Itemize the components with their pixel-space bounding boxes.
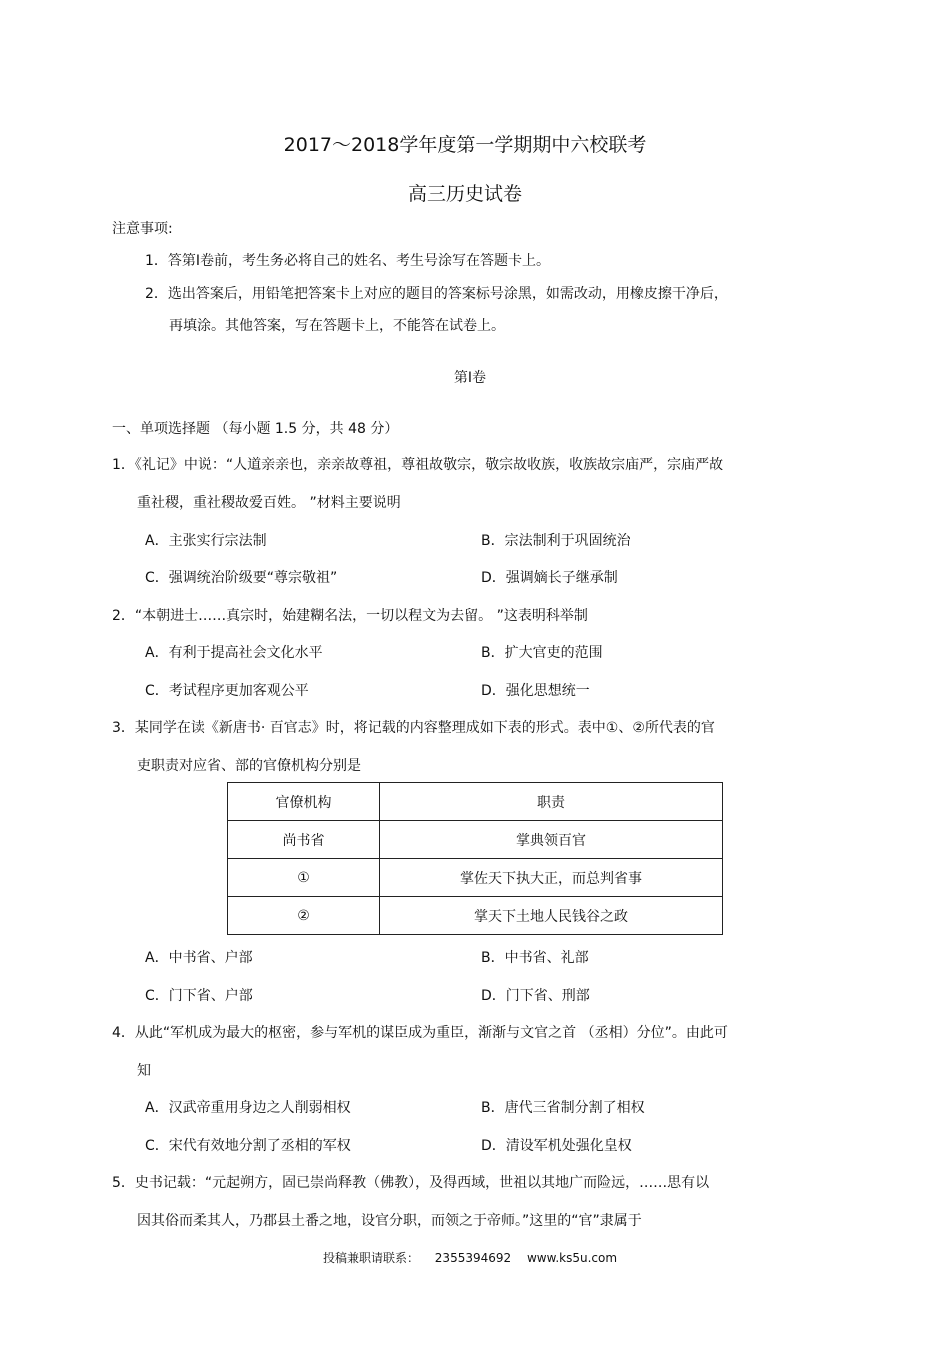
q1-stem: 1．《礼记》中说：“人道亲亲也，亲亲故尊祖，尊祖故敬宗，敬宗故收族，收族故宗庙严，宗庙严故 xyxy=(112,457,724,473)
q3-option-b: B．中书省、礼部 xyxy=(481,950,589,966)
exam-title: 2017～2018学年度第一学期期中六校联考 xyxy=(283,134,647,156)
q2-option-d: D．强化思想统一 xyxy=(481,683,590,699)
section-heading: 一、单项选择题 （每小题 1.5 分，共 48 分） xyxy=(112,421,399,437)
table-cell: 掌佐天下执大正，而总判省事 xyxy=(380,859,723,897)
table-header-cell: 官僚机构 xyxy=(228,783,380,821)
q2-option-b: B．扩大官吏的范围 xyxy=(481,645,603,661)
table-row xyxy=(228,783,723,821)
footer xyxy=(0,1249,940,1266)
table-cell: ② xyxy=(228,897,380,935)
q4-option-d: D．清设军机处强化皇权 xyxy=(481,1138,632,1154)
table-cell: 尚书省 xyxy=(228,821,380,859)
q3-option-d: D．门下省、刑部 xyxy=(481,988,590,1004)
volume-heading: 第Ⅰ卷 xyxy=(453,370,487,386)
q4-stem-cont: 知 xyxy=(137,1063,151,1079)
q4-option-c: C．宋代有效地分割了丞相的军权 xyxy=(145,1138,351,1154)
q1-option-b: B．宗法制利于巩固统治 xyxy=(481,533,631,549)
q3-stem: 3．某同学在读《新唐书· 百官志》时，将记载的内容整理成如下表的形式。表中①、②所代表的官 xyxy=(112,720,715,736)
q1-stem-cont: 重社稷，重社稷故爱百姓。 ”材料主要说明 xyxy=(137,495,401,511)
q1-option-a: A．主张实行宗法制 xyxy=(145,533,267,549)
footer-site-link[interactable]: www.ks5u.com xyxy=(526,1251,618,1265)
footer-phone: 2355394692 xyxy=(434,1251,512,1265)
q3-option-c: C．门下省、户部 xyxy=(145,988,253,1004)
notice-heading: 注意事项: xyxy=(112,221,173,237)
exam-subtitle: 高三历史试卷 xyxy=(407,183,522,205)
q4-option-b: B．唐代三省制分割了相权 xyxy=(481,1100,645,1116)
q3-option-a: A．中书省、户部 xyxy=(145,950,253,966)
q3-stem-cont: 吏职责对应省、部的官僚机构分别是 xyxy=(137,758,361,774)
notice-item-2-cont: 再填涂。其他答案，写在答题卡上，不能答在试卷上。 xyxy=(169,318,505,334)
q2-option-a: A．有利于提高社会文化水平 xyxy=(145,645,323,661)
notice-item-1: 1．答第Ⅰ卷前，考生务必将自己的姓名、考生号涂写在答题卡上。 xyxy=(145,253,551,269)
q2-stem: 2．“本朝进士……真宗时，始建糊名法，一切以程文为去留。 ”这表明科举制 xyxy=(112,608,588,624)
table-row xyxy=(228,859,723,897)
q1-option-d: D．强调嫡长子继承制 xyxy=(481,570,618,586)
notice-item-2: 2．选出答案后，用铅笔把答案卡上对应的题目的答案标号涂黑，如需改动，用橡皮擦干净后， xyxy=(145,286,728,302)
q4-option-a: A．汉武帝重用身边之人削弱相权 xyxy=(145,1100,351,1116)
q1-option-c: C．强调统治阶级要“尊宗敬祖” xyxy=(145,570,338,586)
table-cell: 掌天下土地人民钱谷之政 xyxy=(380,897,723,935)
table-cell: 掌典领百官 xyxy=(380,821,723,859)
table-row xyxy=(228,821,723,859)
q5-stem: 5．史书记载：“元起朔方，固已崇尚释教（佛教），及得西域，世祖以其地广而险远，……思有以 xyxy=(112,1175,710,1191)
table-header-cell: 职责 xyxy=(380,783,723,821)
q4-stem: 4．从此“军机成为最大的枢密，参与军机的谋臣成为重臣，渐渐与文官之首 （丞相）分位”。由此可 xyxy=(112,1025,728,1041)
footer-label: 投稿兼职请联系： xyxy=(322,1251,419,1265)
q3-table xyxy=(227,782,723,935)
q5-stem-cont: 因其俗而柔其人，乃郡县土番之地，设官分职，而领之于帝师。”这里的“官”隶属于 xyxy=(137,1213,642,1229)
table-row xyxy=(228,897,723,935)
q2-option-c: C．考试程序更加客观公平 xyxy=(145,683,309,699)
table-cell: ① xyxy=(228,859,380,897)
